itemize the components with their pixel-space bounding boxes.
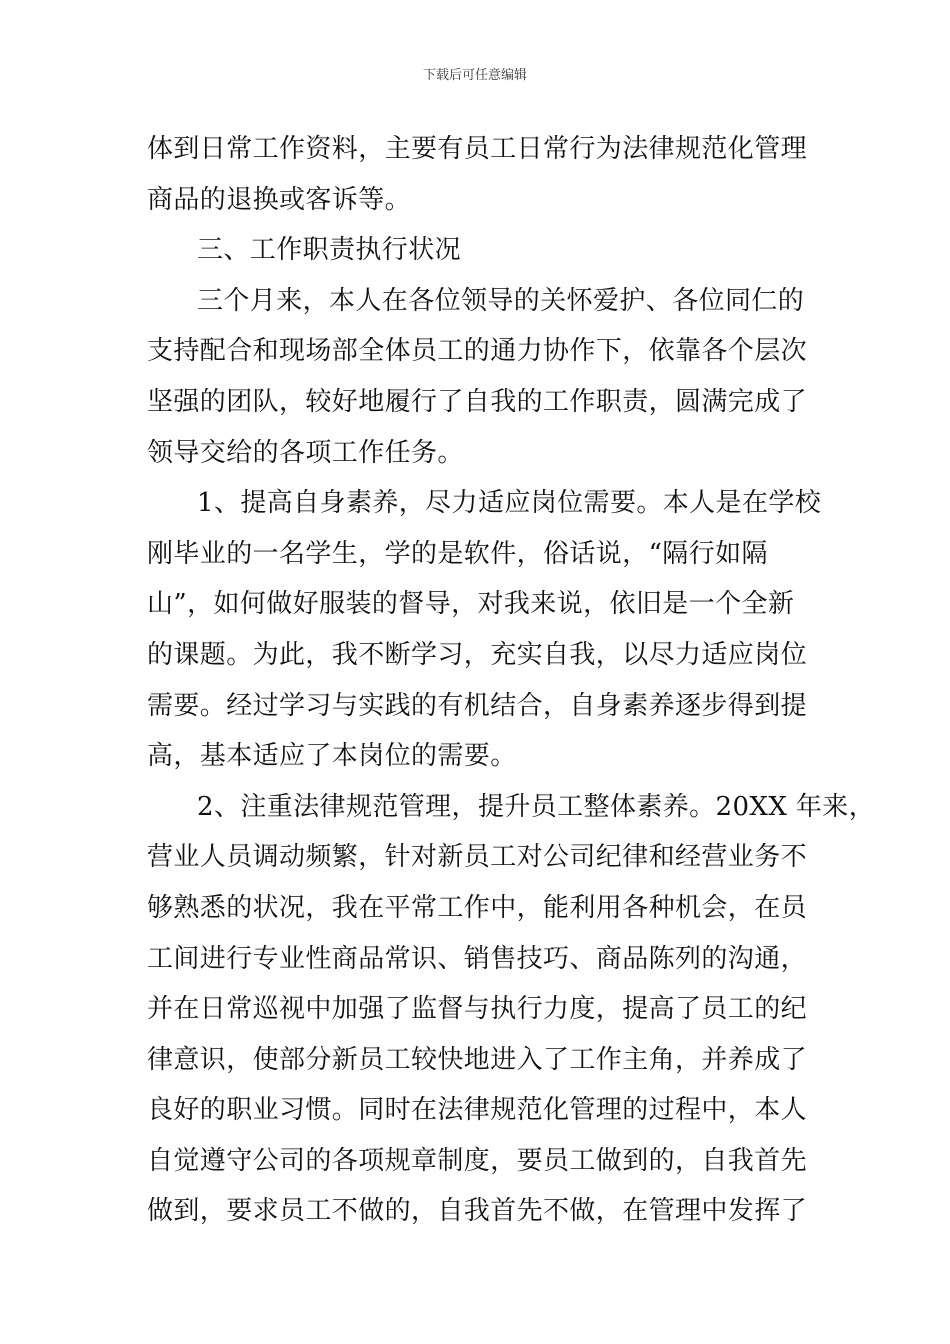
text-line: 刚毕业的一名学生，学的是软件，俗话说，“隔行如隔 <box>147 538 768 569</box>
text-line: 商品的退换或客诉等。 <box>147 184 412 215</box>
text-line: 的课题。为此，我不断学习，充实自我，以尽力适应岗位 <box>147 639 808 670</box>
text-line: 律意识，使部分新员工较快地进入了工作主角，并养成了 <box>147 1044 808 1075</box>
text-line: 良好的职业习惯。同时在法律规范化管理的过程中，本人 <box>147 1095 808 1126</box>
text-line: 三个月来，本人在各位领导的关怀爱护、各位同仁的 <box>197 285 805 316</box>
section-heading: 三、工作职责执行状况 <box>197 235 462 266</box>
text-line: 做到，要求员工不做的，自我首先不做，在管理中发挥了 <box>147 1196 808 1227</box>
text-line: 支持配合和现场部全体员工的通力协作下，依靠各个层次 <box>147 336 808 367</box>
text-line: 高，基本适应了本岗位的需要。 <box>147 741 517 772</box>
text-line: 营业人员调动频繁，针对新员工对公司纪律和经营业务不 <box>147 842 808 873</box>
text-line: 2、注重法律规范管理，提升员工整体素养。20XX 年来， <box>197 791 876 822</box>
text-line: 自觉遵守公司的各项规章制度，要员工做到的，自我首先 <box>147 1145 808 1176</box>
text-line: 领导交给的各项工作任务。 <box>147 437 464 468</box>
page-header: 下载后可任意编辑 <box>422 68 527 83</box>
text-line: 山”，如何做好服装的督导，对我来说，依旧是一个全新 <box>147 589 795 620</box>
document-body <box>147 124 876 1237</box>
text-line: 够熟悉的状况，我在平常工作中，能利用各种机会，在员 <box>147 892 808 923</box>
text-line: 并在日常巡视中加强了监督与执行力度，提高了员工的纪 <box>147 994 808 1025</box>
text-line: 工间进行专业性商品常识、销售技巧、商品陈列的沟通， <box>147 943 808 974</box>
text-line: 坚强的团队，较好地履行了自我的工作职责，圆满完成了 <box>147 386 808 417</box>
text-line: 1、提高自身素养，尽力适应岗位需要。本人是在学校 <box>197 488 822 519</box>
text-line: 体到日常工作资料，主要有员工日常行为法律规范化管理 <box>147 134 808 164</box>
text-line: 需要。经过学习与实践的有机结合，自身素养逐步得到提 <box>147 690 808 721</box>
